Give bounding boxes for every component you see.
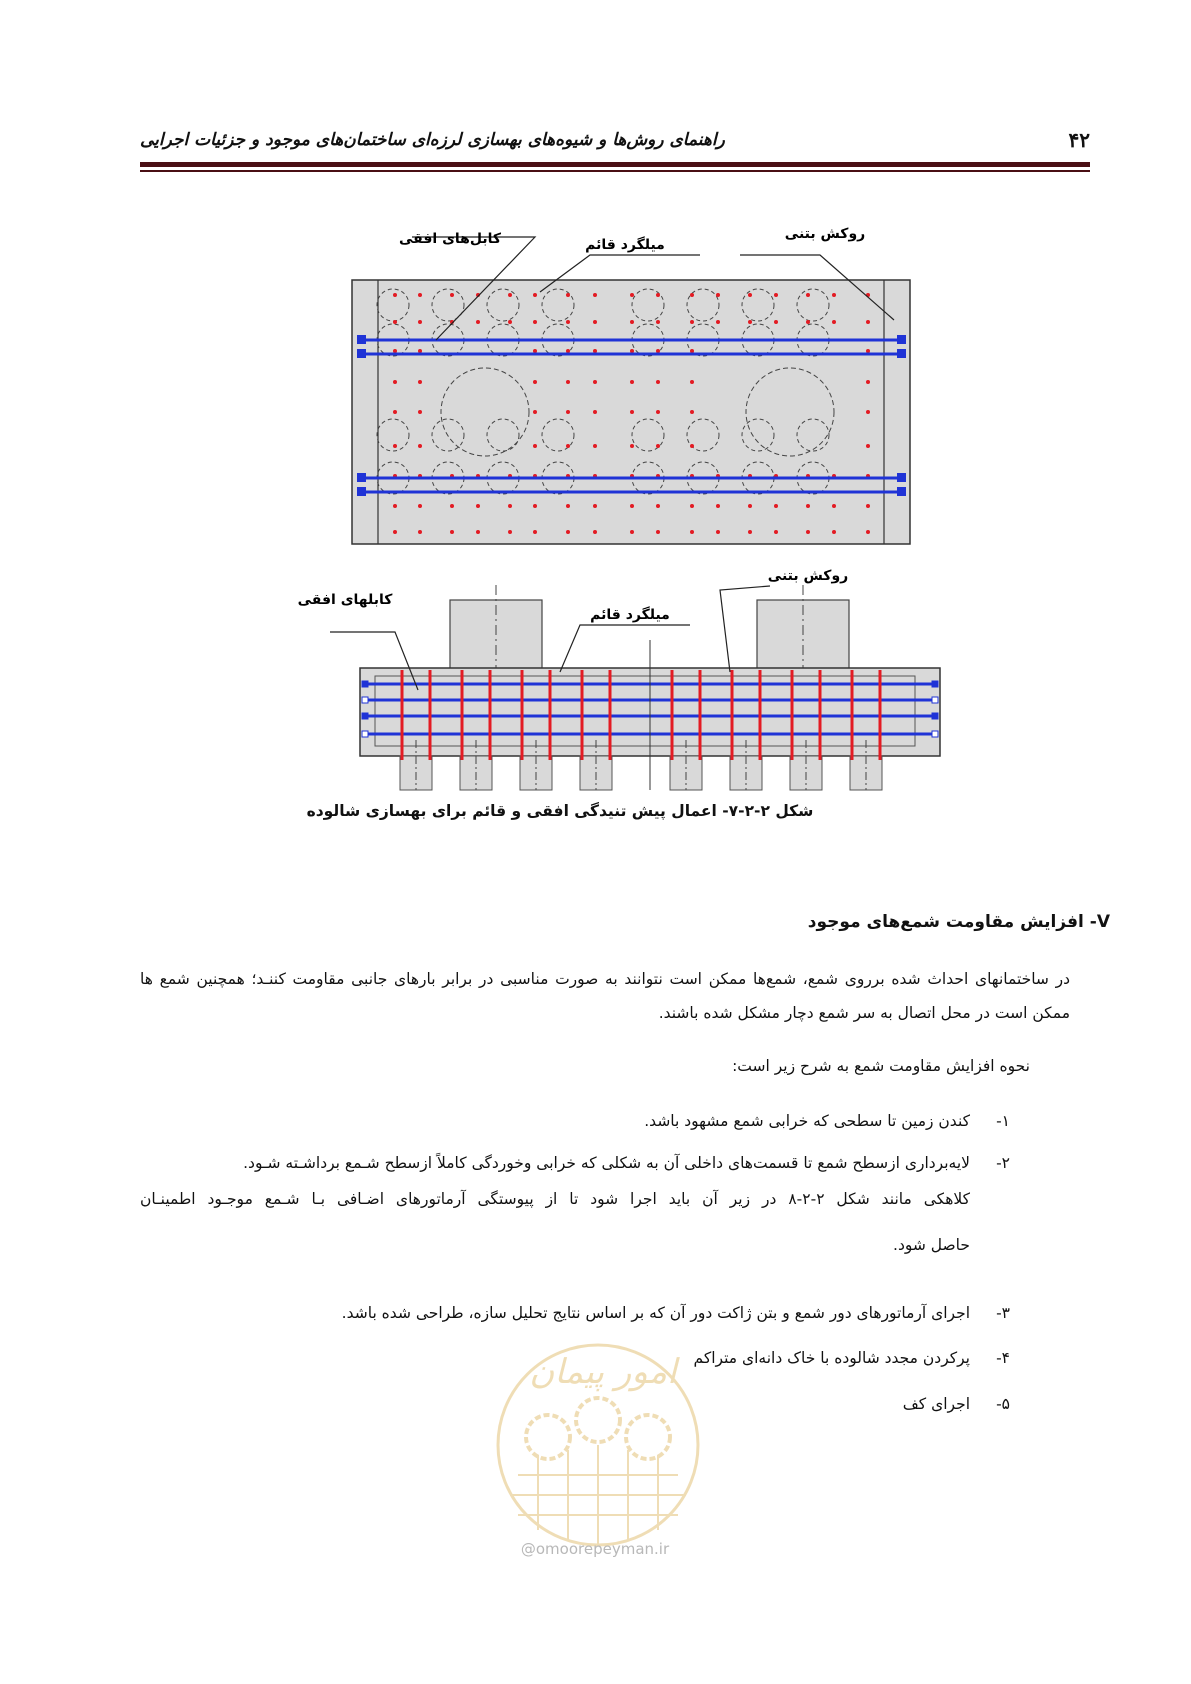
plan-rod-dot xyxy=(566,380,570,384)
plan-rod-dot xyxy=(533,293,537,297)
section-cable-anchor xyxy=(362,681,368,687)
plan-rod-dot xyxy=(508,320,512,324)
plan-cable-anchor xyxy=(357,349,366,358)
list-item-continuation: حاصل شود. xyxy=(893,1236,970,1254)
plan-rod-dot xyxy=(806,320,810,324)
plan-rod-dot xyxy=(393,530,397,534)
plan-rod-dot xyxy=(630,530,634,534)
plan-rod-dot xyxy=(630,504,634,508)
plan-cable-anchor xyxy=(897,473,906,482)
plan-cable-anchor xyxy=(897,335,906,344)
plan-rod-dot xyxy=(393,380,397,384)
plan-rod-dot xyxy=(774,320,778,324)
plan-rod-dot xyxy=(593,320,597,324)
plan-rod-dot xyxy=(656,320,660,324)
plan-rod-dot xyxy=(418,380,422,384)
plan-rod-dot xyxy=(690,293,694,297)
plan-rod-dot xyxy=(806,293,810,297)
plan-rod-dot xyxy=(656,504,660,508)
label-vertical-rod: میلگرد قائم xyxy=(585,237,665,253)
plan-rod-dot xyxy=(533,380,537,384)
plan-rod-dot xyxy=(418,320,422,324)
plan-rod-dot xyxy=(566,530,570,534)
plan-rod-dot xyxy=(748,293,752,297)
plan-rod-dot xyxy=(716,504,720,508)
plan-rod-dot xyxy=(418,504,422,508)
plan-rod-dot xyxy=(866,380,870,384)
plan-rod-dot xyxy=(533,504,537,508)
plan-rod-dot xyxy=(593,349,597,353)
plan-rod-dot xyxy=(716,530,720,534)
plan-rod-dot xyxy=(476,320,480,324)
watermark-url: @omoorepeyman.ir xyxy=(520,1540,670,1558)
plan-rod-dot xyxy=(593,410,597,414)
section-leader-rod xyxy=(560,625,690,672)
plan-rod-dot xyxy=(593,530,597,534)
plan-rod-dot xyxy=(508,530,512,534)
plan-rod-dot xyxy=(656,293,660,297)
paragraph-method: نحوه افزایش مقاومت شمع به شرح زیر است: xyxy=(732,1057,1030,1075)
list-item-text: لایه‌برداری ازسطح شمع تا قسمت‌های داخلی آن به شکلی که خرابی وخوردگی کاملاً ازسطح شـمع برداشـته شـود. xyxy=(243,1154,970,1172)
list-item-continuation: کلاهکی مانند شکل ۲-۲-۸ در زیر آن باید اجرا شود تا از پیوستگی آرماتورهای اضـافی بـا شـمع موجـود اطمینـان xyxy=(140,1190,970,1208)
list-item-number: ۳- xyxy=(996,1304,1010,1322)
list-item-number: ۲- xyxy=(996,1154,1010,1172)
plan-rod-dot xyxy=(866,320,870,324)
plan-rod-dot xyxy=(476,530,480,534)
watermark-logo xyxy=(488,1325,708,1565)
plan-rod-dot xyxy=(866,349,870,353)
plan-rod-dot xyxy=(566,444,570,448)
list-item-number: ۱- xyxy=(996,1112,1010,1130)
plan-rod-dot xyxy=(450,504,454,508)
plan-rod-dot xyxy=(866,410,870,414)
watermark-grid xyxy=(510,1445,686,1545)
plan-rod-dot xyxy=(690,444,694,448)
plan-rod-dot xyxy=(418,410,422,414)
plan-rod-dot xyxy=(774,530,778,534)
plan-rod-dot xyxy=(393,444,397,448)
plan-rod-dot xyxy=(566,293,570,297)
plan-rod-dot xyxy=(716,320,720,324)
plan-rod-dot xyxy=(630,293,634,297)
plan-rod-dot xyxy=(450,530,454,534)
plan-rod-dot xyxy=(393,504,397,508)
plan-rod-dot xyxy=(566,410,570,414)
plan-rod-dot xyxy=(566,504,570,508)
section-view xyxy=(298,568,940,790)
plan-rod-dot xyxy=(690,349,694,353)
figure-caption: شکل ۲-۲-۷- اعمال پیش تنیدگی افقی و قائم برای بهسازی شالوده xyxy=(306,802,814,820)
plan-rod-dot xyxy=(593,380,597,384)
plan-rod-dot xyxy=(533,444,537,448)
plan-rod-dot xyxy=(630,349,634,353)
plan-rod-dot xyxy=(774,504,778,508)
list-item xyxy=(140,1145,1010,1181)
watermark-gear-scale-icon xyxy=(526,1415,570,1459)
plan-rod-dot xyxy=(566,349,570,353)
section-cable-anchor xyxy=(362,731,368,737)
label-concrete-cover: روکش بتنی xyxy=(784,226,866,242)
plan-rod-dot xyxy=(508,293,512,297)
foundation-figure xyxy=(0,0,1191,800)
plan-rod-dot xyxy=(656,380,660,384)
watermark-gear-center-icon xyxy=(576,1398,620,1442)
section-label-concrete-cover: روکش بتنی xyxy=(767,568,849,584)
list-item xyxy=(300,1103,1010,1139)
list-item-text: پرکردن مجدد شالوده با خاک دانه‌ای متراکم xyxy=(693,1349,970,1367)
plan-rod-dot xyxy=(748,530,752,534)
plan-rod-dot xyxy=(690,530,694,534)
list-item-number: ۵- xyxy=(996,1395,1010,1413)
plan-cable-anchor xyxy=(357,335,366,344)
plan-rod-dot xyxy=(690,380,694,384)
plan-view xyxy=(352,226,910,544)
plan-rod-dot xyxy=(806,504,810,508)
section-cable-anchor xyxy=(932,697,938,703)
plan-rod-dot xyxy=(593,444,597,448)
plan-rod-dot xyxy=(866,504,870,508)
plan-rod-dot xyxy=(656,530,660,534)
list-item-text: اجرای کف xyxy=(902,1395,970,1413)
plan-rod-dot xyxy=(418,530,422,534)
plan-rod-dot xyxy=(832,504,836,508)
plan-rod-dot xyxy=(866,530,870,534)
plan-rod-dot xyxy=(690,504,694,508)
plan-rod-dot xyxy=(393,293,397,297)
plan-rod-dot xyxy=(690,320,694,324)
section-label-horizontal-cables: کابلهای افقی xyxy=(297,592,393,608)
plan-rod-dot xyxy=(533,530,537,534)
plan-rod-dot xyxy=(533,320,537,324)
plan-rod-dot xyxy=(630,380,634,384)
plan-rod-dot xyxy=(716,293,720,297)
section-cable-anchor xyxy=(932,713,938,719)
plan-cable-anchor xyxy=(897,487,906,496)
plan-rod-dot xyxy=(393,410,397,414)
plan-rod-dot xyxy=(806,530,810,534)
plan-rod-dot xyxy=(656,349,660,353)
plan-rod-dot xyxy=(656,444,660,448)
section-cable-anchor xyxy=(932,731,938,737)
plan-rod-dot xyxy=(476,504,480,508)
plan-rod-dot xyxy=(533,349,537,353)
list-item-number: ۴- xyxy=(996,1349,1010,1367)
plan-cable-anchor xyxy=(357,487,366,496)
plan-rod-dot xyxy=(690,410,694,414)
plan-rod-dot xyxy=(450,293,454,297)
list-item-text: اجرای آرماتورهای دور شمع و بتن ژاکت دور آن که بر اساس نتایج تحلیل سازه، طراحی شده باشد. xyxy=(341,1304,970,1322)
plan-rod-dot xyxy=(393,320,397,324)
watermark-logo-text: امور پیمان xyxy=(529,1352,677,1392)
plan-rod-dot xyxy=(533,410,537,414)
plan-rod-dot xyxy=(393,349,397,353)
plan-rod-dot xyxy=(832,293,836,297)
running-header-title: راهنمای روش‌ها و شیوه‌های بهسازی لرزه‌ای ساختمان‌های موجود و جزئیات اجرایی xyxy=(140,130,725,150)
plan-rod-dot xyxy=(508,504,512,508)
plan-rod-dot xyxy=(418,293,422,297)
watermark-gear-tool-icon xyxy=(626,1415,670,1459)
plan-cable-anchor xyxy=(357,473,366,482)
list-item-text: کندن زمین تا سطحی که خرابی شمع مشهود باشد. xyxy=(644,1112,970,1130)
section-label-vertical-rod: میلگرد قائم xyxy=(590,607,670,623)
plan-rod-dot xyxy=(630,320,634,324)
plan-rod-dot xyxy=(593,504,597,508)
plan-rod-dot xyxy=(748,504,752,508)
plan-rod-dot xyxy=(593,293,597,297)
plan-rod-dot xyxy=(418,444,422,448)
section-cable-anchor xyxy=(932,681,938,687)
label-horizontal-cables: کابل‌های افقی xyxy=(398,231,502,247)
plan-rod-dot xyxy=(748,320,752,324)
section-cable-anchor xyxy=(362,713,368,719)
paragraph-intro: در ساختمانهای احداث شده برروی شمع، شمع‌ها ممکن است نتوانند به صورت مناسبی در برابر بارهای جانبی مقاومت کننـد؛ همچنین شمع ها ممکن است در محل اتصال به سر شمع دچار مشکل شده باشند. xyxy=(140,970,1070,1022)
section-heading: V- افزایش مقاومت شمع‌های موجود xyxy=(807,912,1110,932)
plan-rod-dot xyxy=(630,410,634,414)
plan-rod-dot xyxy=(866,444,870,448)
plan-rod-dot xyxy=(832,320,836,324)
plan-rod-dot xyxy=(832,530,836,534)
plan-rod-dot xyxy=(656,410,660,414)
plan-rod-dot xyxy=(774,293,778,297)
page-number: ۴۲ xyxy=(1068,128,1090,152)
plan-rod-dot xyxy=(566,320,570,324)
plan-rod-dot xyxy=(630,444,634,448)
plan-cable-anchor xyxy=(897,349,906,358)
plan-rod-dot xyxy=(418,349,422,353)
section-cable-anchor xyxy=(362,697,368,703)
